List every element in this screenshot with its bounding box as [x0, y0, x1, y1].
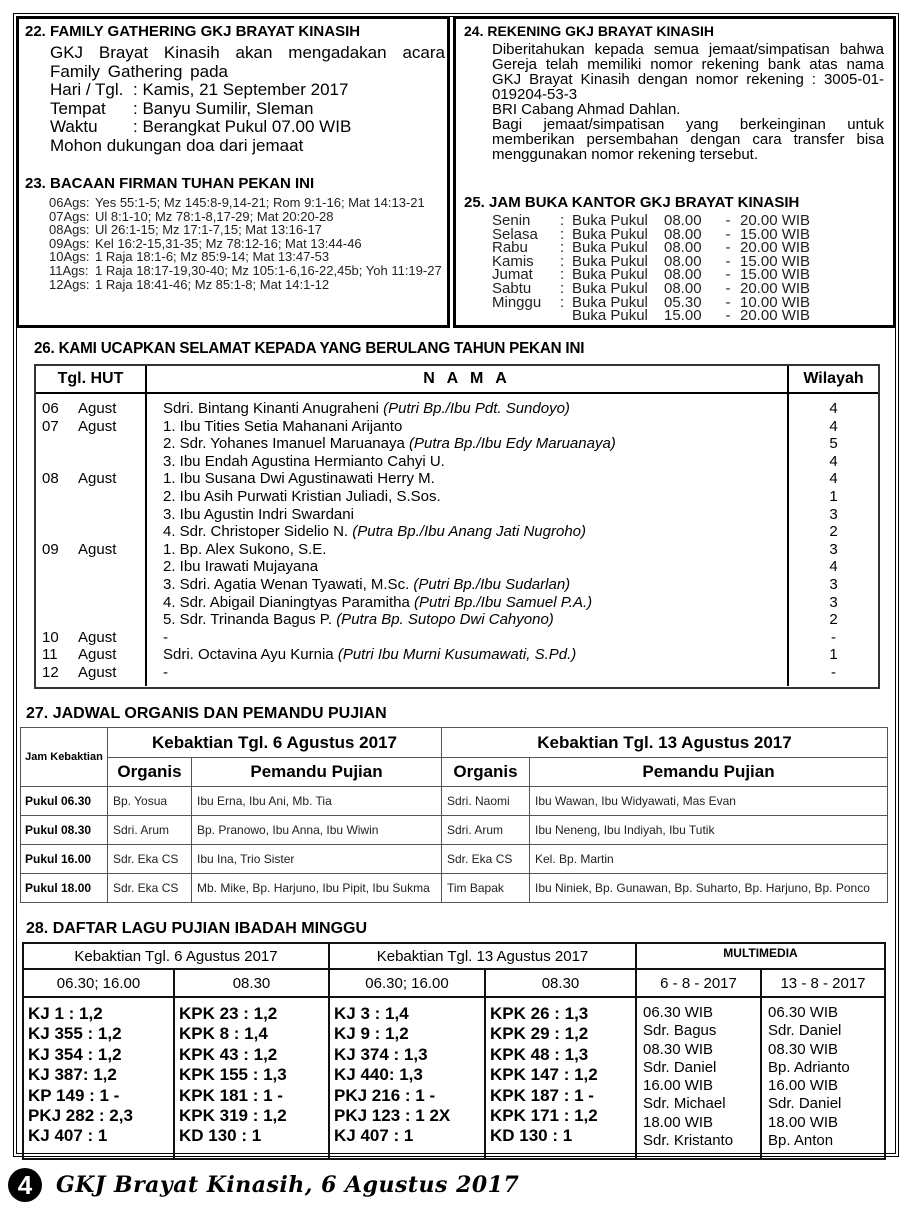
reading-text: 1 Raja 18:1-6; Mz 85:9-14; Mat 13:47-53 [95, 249, 330, 265]
birthday-name [163, 418, 787, 436]
reading-item [49, 278, 445, 292]
birthday-date [42, 435, 145, 453]
reading-date: 12Ags: [49, 276, 90, 292]
multimedia-item: Bp. Adrianto [768, 1058, 850, 1076]
start: 08.00 [664, 225, 702, 243]
end: 20.00 WIB [740, 307, 811, 325]
song-item: KJ 354 : 1,2 [28, 1044, 122, 1064]
person-name: 2. Ibu Irawati Mujayana [163, 558, 319, 576]
day [42, 488, 78, 506]
day [42, 435, 78, 453]
parent-note: (Putra Bp./Ibu Edy Maruanaya) [409, 435, 616, 453]
day [42, 506, 78, 524]
day [42, 594, 78, 612]
multimedia-item: Sdr. Bagus [643, 1022, 717, 1040]
month: Agust [78, 663, 117, 681]
song-table [22, 942, 886, 1160]
section-title: 28. DAFTAR LAGU PUJIAN IBADAH MINGGU [26, 920, 368, 937]
worship-leaders: Mb. Mike, Bp. Harjuno, Ibu Pipit, Ibu Sukma [192, 874, 442, 903]
song-item: PKJ 282 : 2,3 [28, 1106, 133, 1126]
region-number: 4 [829, 452, 838, 470]
birthday-date [42, 541, 145, 559]
month: Agust [78, 470, 117, 488]
reading-text: Ul 26:1-15; Mz 17:1-7,15; Mat 13:16-17 [95, 222, 322, 238]
day [42, 453, 78, 471]
day: 10 [42, 628, 59, 646]
day: Senin [492, 212, 531, 229]
header-date: Tgl. HUT [36, 366, 147, 392]
song-item: KPK 23 : 1,2 [179, 1004, 278, 1023]
sep: : [560, 212, 565, 229]
multimedia-item: 16.00 WIB [643, 1077, 714, 1095]
sep: : [560, 252, 565, 270]
header-service-1: Kebaktian Tgl. 6 Agustus 2017 [108, 728, 442, 758]
birthday-date [42, 576, 145, 594]
song-item: KPK 181 : 1 - [179, 1085, 283, 1105]
header-worship-leader: Pemandu Pujian [530, 758, 888, 787]
birthday-name [163, 470, 787, 488]
reading-date: 10Ags: [49, 249, 90, 265]
organist-name: Tim Bapak [442, 874, 530, 903]
label: Buka Pukul [572, 279, 648, 297]
service-time: Pukul 16.00 [21, 845, 108, 874]
reading-item [49, 264, 445, 278]
header-multimedia: MULTIMEDIA [636, 943, 885, 969]
reading-item [49, 210, 445, 224]
reading-text: Kel 16:2-15,31-35; Mz 78:12-16; Mat 13:44-46 [95, 235, 362, 251]
section-title: 22. FAMILY GATHERING GKJ BRAYAT KINASIH [25, 23, 361, 40]
day: 06 [42, 400, 59, 417]
header-service-2: Kebaktian Tgl. 13 Agustus 2017 [329, 943, 636, 969]
person-name: 3. Ibu Agustin Indri Swardani [163, 505, 354, 523]
reading-item [49, 237, 445, 251]
birthday-date [42, 629, 145, 647]
worship-leaders: Kel. Bp. Martin [530, 845, 888, 874]
multimedia-item: 06.30 WIB [768, 1004, 839, 1021]
worship-leaders: Bp. Pranowo, Ibu Anna, Ibu Wiwin [192, 816, 442, 845]
birthday-date [42, 646, 145, 664]
birthday-date [42, 470, 145, 488]
organist-name: Sdr. Eka CS [442, 845, 530, 874]
service-time: Pukul 08.30 [21, 816, 108, 845]
song-item: KJ 3 : 1,4 [334, 1004, 409, 1023]
section-family-gathering [25, 23, 445, 155]
parent-note: (Putra Bp./Ibu Anang Jati Nugroho) [352, 523, 587, 541]
region-number: 1 [829, 487, 838, 505]
header-service-2: Kebaktian Tgl. 13 Agustus 2017 [442, 728, 888, 758]
birthday-name [163, 576, 787, 594]
person-name: 3. Ibu Endah Agustina Hermianto Cahyi U. [163, 452, 445, 470]
footer-text: GKJ Brayat Kinasih, 6 Agustus 2017 [56, 1172, 520, 1198]
parent-note: (Putri Bp./Ibu Pdt. Sundoyo) [383, 400, 570, 417]
table-row [21, 787, 888, 816]
song-item: KPK 155 : 1,3 [179, 1065, 287, 1085]
section-bible-readings [25, 175, 445, 291]
song-item: KJ 387: 1,2 [28, 1065, 117, 1085]
worship-leaders: Ibu Wawan, Ibu Widyawati, Mas Evan [530, 787, 888, 816]
section-birthdays [34, 340, 880, 681]
day: 09 [42, 540, 59, 558]
song-item: KPK 48 : 1,3 [490, 1044, 589, 1064]
reading-text: 1 Raja 18:41-46; Mz 85:1-8; Mat 14:1-12 [95, 276, 330, 292]
col-header: 08.30 [485, 969, 636, 997]
region-number: 1 [829, 646, 838, 664]
region-number: 3 [829, 593, 838, 611]
month: Agust [78, 628, 117, 646]
song-item: KPK 29 : 1,2 [490, 1024, 589, 1044]
label: Tempat [50, 98, 106, 118]
month: Agust [78, 400, 117, 417]
header-service-time: Jam Kebaktian [21, 728, 108, 787]
birthday-date [42, 400, 145, 418]
dash: - [725, 307, 731, 325]
song-item: KPK 319 : 1,2 [179, 1106, 287, 1126]
region-number: 4 [829, 558, 838, 576]
table-row [21, 816, 888, 845]
song-item: KPK 171 : 1,2 [490, 1106, 598, 1126]
section-title: 25. JAM BUKA KANTOR GKJ BRAYAT KINASIH [464, 194, 800, 211]
birthday-name [163, 506, 787, 524]
song-column [23, 997, 174, 1159]
multimedia-item: 08.30 WIB [643, 1040, 714, 1058]
song-item: KPK 187 : 1 - [490, 1085, 594, 1105]
birthday-name [163, 453, 787, 471]
worship-leaders: Ibu Niniek, Bp. Gunawan, Bp. Suharto, Bp. Harjuno, Bp. Ponco [530, 874, 888, 903]
start: 15.00 [664, 307, 702, 325]
person-name: Sdri. Bintang Kinanti Anugraheni [163, 400, 379, 417]
birthday-name [163, 646, 787, 664]
reading-text: Ul 8:1-10; Mz 78:1-8,17-29; Mat 20:20-28 [95, 208, 334, 224]
col-header: 06.30; 16.00 [23, 969, 174, 997]
start: 08.00 [664, 279, 702, 297]
label: Buka Pukul [572, 266, 648, 284]
organist-name: Bp. Yosua [108, 787, 192, 816]
dash: - [725, 212, 731, 229]
value: : Banyu Sumilir, Sleman [133, 98, 314, 118]
worship-leaders: Ibu Neneng, Ibu Indiyah, Ibu Tutik [530, 816, 888, 845]
dash: - [725, 252, 731, 270]
song-item: PKJ 216 : 1 - [334, 1085, 436, 1105]
song-item: KJ 407 : 1 [334, 1126, 414, 1146]
multimedia-item: Sdr. Daniel [768, 1095, 842, 1113]
multimedia-item: Sdr. Daniel [768, 1022, 842, 1040]
birthday-name [163, 523, 787, 541]
sep: : [560, 293, 565, 311]
section-title: 23. BACAAN FIRMAN TUHAN PEKAN INI [25, 175, 315, 192]
sep: : [560, 239, 565, 257]
multimedia-item: 18.00 WIB [768, 1113, 839, 1131]
day: Rabu [492, 239, 528, 257]
birthday-date [42, 558, 145, 576]
song-item: KP 149 : 1 - [28, 1085, 120, 1105]
label: Waktu [50, 117, 98, 136]
reading-item [49, 223, 445, 237]
label: Buka Pukul [572, 307, 648, 325]
day: 11 [42, 646, 58, 664]
person-name: Sdri. Octavina Ayu Kurnia [163, 646, 334, 664]
region-number: 4 [829, 400, 838, 417]
region-number: 2 [829, 523, 838, 541]
multimedia-item: Sdr. Kristanto [643, 1132, 734, 1150]
reading-date: 07Ags: [49, 208, 90, 224]
organist-table [20, 727, 888, 903]
birthday-date [42, 418, 145, 436]
label: Buka Pukul [572, 239, 648, 257]
song-item: KPK 147 : 1,2 [490, 1065, 598, 1085]
birthday-name [163, 629, 787, 647]
multimedia-item: Bp. Anton [768, 1132, 834, 1150]
multimedia-item: 16.00 WIB [768, 1077, 839, 1095]
parent-note: (Putri Ibu Murni Kusumawati, S.Pd.) [337, 646, 577, 664]
multimedia-column [761, 997, 885, 1159]
col-header: 13 - 8 - 2017 [761, 969, 885, 997]
region-number: - [831, 628, 836, 646]
day: 12 [42, 663, 59, 681]
birthday-name [163, 435, 787, 453]
birthday-date [42, 611, 145, 629]
person-name: 1. Bp. Alex Sukono, S.E. [163, 540, 327, 558]
box-family-gathering-readings [16, 16, 450, 328]
header-organist: Organis [108, 758, 192, 787]
paragraph: Diberitahukan kepada semua jemaat/simpatisan bahwa Gereja telah memiliki nomor rekening bank atas nama GKJ Brayat Kinasih dengan nomor rekening : 3005-01-019204-53-3 [492, 41, 884, 103]
birthday-name [163, 488, 787, 506]
closing-text: Mohon dukungan doa dari jemaat [50, 135, 304, 155]
day: Selasa [492, 225, 538, 243]
day [42, 611, 78, 629]
day: Kamis [492, 252, 534, 270]
reading-date: 08Ags: [49, 222, 90, 238]
person-name: 1. Ibu Susana Dwi Agustinawati Herry M. [163, 470, 435, 488]
birthday-date [42, 506, 145, 524]
song-item: KJ 407 : 1 [28, 1126, 108, 1146]
header-worship-leader: Pemandu Pujian [192, 758, 442, 787]
sep [560, 309, 572, 323]
service-time: Pukul 06.30 [21, 787, 108, 816]
region-number: 2 [829, 611, 838, 629]
hours-row [492, 309, 884, 323]
birthday-date [42, 453, 145, 471]
organist-name: Sdr. Eka CS [108, 845, 192, 874]
multimedia-column [636, 997, 761, 1159]
header-region: Wilayah [803, 370, 864, 387]
table-row [21, 845, 888, 874]
day: Minggu [492, 293, 542, 311]
sep: : [560, 266, 565, 284]
reading-item [49, 250, 445, 264]
month: Agust [78, 540, 117, 558]
song-item: KPK 43 : 1,2 [179, 1044, 278, 1064]
person-name: 2. Ibu Asih Purwati Kristian Juliadi, S.Sos. [163, 487, 441, 505]
dash: - [725, 239, 731, 257]
section-title: 24. REKENING GKJ BRAYAT KINASIH [464, 23, 714, 39]
parent-note: (Putri Bp./Ibu Sudarlan) [413, 575, 571, 593]
song-item: KJ 374 : 1,3 [334, 1044, 428, 1064]
day: Jumat [492, 266, 533, 284]
section-title: 26. KAMI UCAPKAN SELAMAT KEPADA YANG BERULANG TAHUN PEKAN INI [34, 340, 585, 357]
song-column [485, 997, 636, 1159]
multimedia-item: Sdr. Daniel [643, 1058, 717, 1076]
paragraph: Bagi jemaat/simpatisan yang berkeinginan untuk memberikan persembahan dengan cara transfer bisa menggunakan nomor rekening tersebut. [492, 116, 884, 163]
birthday-table [34, 364, 880, 689]
start: 08.00 [664, 252, 702, 270]
parent-note: (Putra Bp. Sutopo Dwi Cahyono) [336, 611, 554, 629]
day [42, 558, 78, 576]
person-name: 4. Sdr. Abigail Dianingtyas Paramitha [163, 593, 410, 611]
reading-date: 09Ags: [49, 235, 90, 251]
sep: : [560, 279, 565, 297]
song-item: KD 130 : 1 [179, 1126, 262, 1146]
header-name: N A M A [147, 366, 789, 392]
section-organist-schedule [24, 705, 890, 895]
start: 08.00 [664, 212, 702, 229]
col-header: 06.30; 16.00 [329, 969, 485, 997]
dash: - [725, 293, 731, 311]
birthday-date [42, 664, 145, 682]
day [492, 309, 560, 323]
birthday-name [163, 558, 787, 576]
section-office-hours [464, 194, 884, 323]
end: 15.00 WIB [740, 225, 811, 243]
month: Agust [78, 417, 117, 435]
dash: - [725, 225, 731, 243]
song-item: KJ 440: 1,3 [334, 1065, 423, 1085]
bank-branch: BRI Cabang Ahmad Dahlan. [492, 101, 681, 118]
label: Hari / Tgl. [50, 80, 124, 99]
multimedia-item: 18.00 WIB [643, 1113, 714, 1131]
section-title: 27. JADWAL ORGANIS DAN PEMANDU PUJIAN [26, 705, 387, 722]
day: Sabtu [492, 279, 532, 297]
table-row [21, 874, 888, 903]
region-number: 4 [829, 470, 838, 488]
label: Buka Pukul [572, 252, 648, 270]
song-item: KJ 355 : 1,2 [28, 1024, 122, 1044]
person-name: - [163, 628, 168, 646]
region-number: 5 [829, 435, 838, 453]
table-header [36, 366, 878, 394]
sep: : [560, 225, 565, 243]
dash: - [725, 266, 731, 284]
page-number-badge: 4 [8, 1168, 42, 1202]
person-name: 3. Sdri. Agatia Wenan Tyawati, M.Sc. [163, 575, 410, 593]
reading-item [49, 196, 445, 210]
col-header: 08.30 [174, 969, 329, 997]
organist-name: Sdri. Naomi [442, 787, 530, 816]
header-organist: Organis [442, 758, 530, 787]
person-name: 1. Ibu Tities Setia Mahanani Arijanto [163, 417, 403, 435]
person-name: - [163, 663, 168, 681]
day: 08 [42, 470, 59, 488]
song-item: KD 130 : 1 [490, 1126, 573, 1146]
start: 08.00 [664, 239, 702, 257]
date-column [36, 394, 147, 686]
multimedia-item: 08.30 WIB [768, 1040, 839, 1058]
label: Buka Pukul [572, 212, 648, 229]
section-bank-account [464, 23, 884, 162]
end: 15.00 WIB [740, 252, 811, 270]
month: Agust [78, 646, 117, 664]
birthday-name [163, 594, 787, 612]
header-service-1: Kebaktian Tgl. 6 Agustus 2017 [23, 943, 329, 969]
birthday-date [42, 594, 145, 612]
multimedia-item: 06.30 WIB [643, 1004, 714, 1021]
service-time: Pukul 18.00 [21, 874, 108, 903]
worship-leaders: Ibu Erna, Ibu Ani, Mb. Tia [192, 787, 442, 816]
song-item: KJ 1 : 1,2 [28, 1004, 103, 1023]
organist-name: Sdri. Arum [108, 816, 192, 845]
reading-date: 06Ags: [49, 195, 90, 210]
section-song-list [24, 920, 890, 1150]
person-name: 4. Sdr. Christoper Sidelio N. [163, 523, 349, 541]
organist-name: Sdr. Eka CS [108, 874, 192, 903]
page-footer [8, 1168, 519, 1202]
birthday-name [163, 541, 787, 559]
song-item: KPK 26 : 1,3 [490, 1004, 589, 1023]
song-item: KPK 8 : 1,4 [179, 1024, 268, 1044]
birthday-date [42, 488, 145, 506]
birthday-name [163, 664, 787, 682]
region-number: 3 [829, 540, 838, 558]
day [42, 523, 78, 541]
region-number: - [831, 663, 836, 681]
end: 10.00 WIB [740, 293, 811, 311]
value: : Berangkat Pukul 07.00 WIB [133, 117, 352, 136]
birthday-name [163, 611, 787, 629]
reading-date: 11Ags: [49, 262, 89, 278]
col-header: 6 - 8 - 2017 [636, 969, 761, 997]
region-number: 3 [829, 575, 838, 593]
label: Buka Pukul [572, 293, 648, 311]
song-item: PKJ 123 : 1 2X [334, 1106, 451, 1126]
start: 08.00 [664, 266, 702, 284]
box-bank-account-office-hours [453, 16, 896, 328]
reading-text: Yes 55:1-5; Mz 145:8-9,14-21; Rom 9:1-16; Mat 14:13-21 [95, 195, 425, 210]
person-name: 5. Sdr. Trinanda Bagus P. [163, 611, 333, 629]
name-column [147, 394, 789, 686]
song-column [329, 997, 485, 1159]
intro-text: GKJ Brayat Kinasih akan mengadakan acara Family Gathering pada [50, 43, 445, 81]
region-number: 4 [829, 417, 838, 435]
organist-name: Sdri. Arum [442, 816, 530, 845]
birthday-name [163, 400, 787, 418]
reading-text: 1 Raja 18:17-19,30-40; Mz 105:1-6,16-22,45b; Yoh 11:19-27 [95, 262, 442, 278]
multimedia-item: Sdr. Michael [643, 1095, 726, 1113]
song-column [174, 997, 329, 1159]
start: 05.30 [664, 293, 702, 311]
day [42, 576, 78, 594]
region-column [789, 394, 878, 686]
end: 15.00 WIB [740, 266, 811, 284]
person-name: 2. Sdr. Yohanes Imanuel Maruanaya [163, 435, 405, 453]
end: 20.00 WIB [740, 239, 811, 257]
worship-leaders: Ibu Ina, Trio Sister [192, 845, 442, 874]
end: 20.00 WIB [740, 279, 811, 297]
dash: - [725, 279, 731, 297]
value: : Kamis, 21 September 2017 [133, 80, 349, 99]
day: 07 [42, 417, 59, 435]
birthday-date [42, 523, 145, 541]
region-number: 3 [829, 505, 838, 523]
parent-note: (Putri Bp./Ibu Samuel P.A.) [413, 593, 593, 611]
label: Buka Pukul [572, 225, 648, 243]
end: 20.00 WIB [740, 212, 811, 229]
song-item: KJ 9 : 1,2 [334, 1024, 409, 1044]
